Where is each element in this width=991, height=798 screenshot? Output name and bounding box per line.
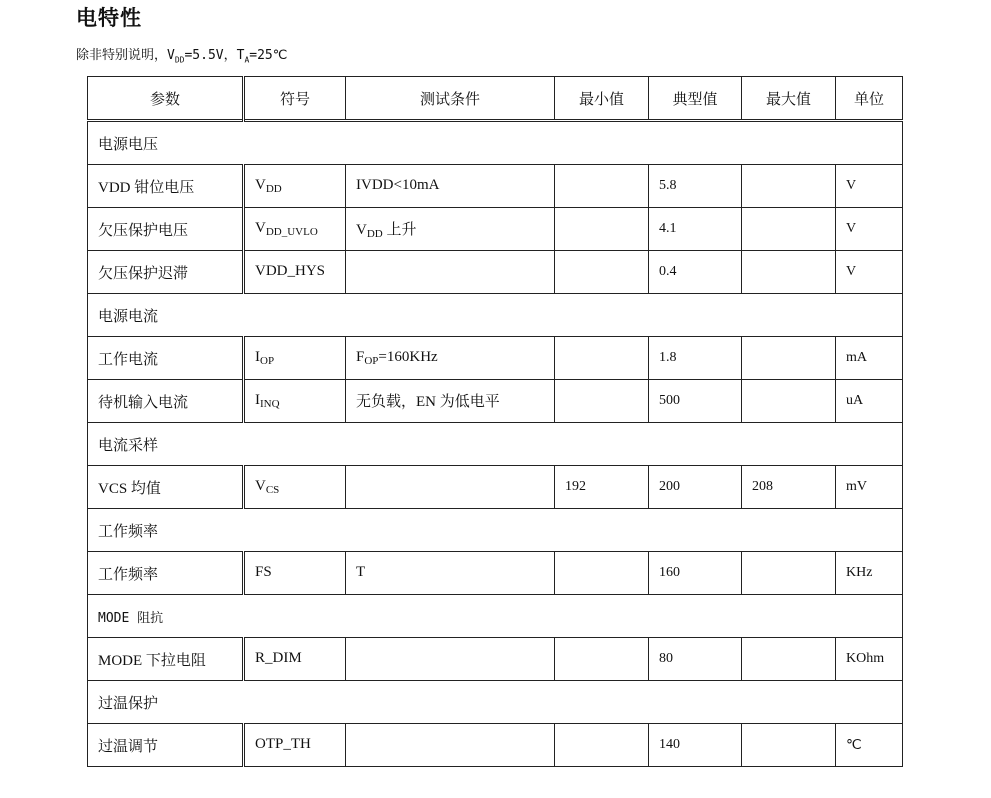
header-unit: 单位 — [836, 77, 903, 121]
min-value-cell — [555, 638, 649, 681]
min-value-cell — [555, 251, 649, 294]
group-label: 电源电压 — [88, 121, 903, 165]
condition-cell — [346, 208, 555, 251]
header-min: 最小值 — [555, 77, 649, 121]
condition-cell — [346, 165, 555, 208]
group-label: 工作频率 — [88, 509, 903, 552]
typ-value-cell: 4.1 — [649, 208, 742, 251]
symbol-subscript: OP — [260, 355, 275, 367]
test-condition-note — [76, 44, 287, 65]
unit-cell: mA — [836, 337, 903, 380]
unit-cell: V — [836, 208, 903, 251]
param-cell: 工作电流 — [88, 337, 244, 380]
max-value-cell — [742, 251, 836, 294]
param-cell: 工作频率 — [88, 552, 244, 595]
unit-cell: ℃ — [836, 724, 903, 767]
min-value-cell — [555, 165, 649, 208]
group-header-row — [88, 423, 903, 466]
condition-subscript: DD — [366, 228, 383, 240]
symbol-cell — [244, 251, 346, 294]
max-value-cell — [742, 337, 836, 380]
condition-cell — [346, 466, 555, 509]
condition-cell — [346, 552, 555, 595]
condition-main: 无负载，EN 为低电平 — [356, 394, 500, 410]
header-symbol: 符号 — [244, 77, 346, 121]
group-header-row — [88, 121, 903, 165]
typ-value-cell: 200 — [649, 466, 742, 509]
condition-main: T — [356, 564, 366, 580]
min-value-cell — [555, 724, 649, 767]
symbol-main: R_DIM — [255, 650, 302, 666]
min-value-cell — [555, 552, 649, 595]
symbol-main: I — [255, 392, 260, 408]
table-row — [88, 380, 903, 423]
group-header-row — [88, 294, 903, 337]
unit-cell: KOhm — [836, 638, 903, 681]
symbol-main: V — [255, 220, 266, 236]
typ-value-cell: 500 — [649, 380, 742, 423]
condition-main: V — [356, 222, 367, 238]
min-value-cell — [555, 380, 649, 423]
condition-subscript: OP — [364, 355, 379, 367]
note-prefix: 除非特别说明，V — [76, 48, 175, 63]
typ-value-cell: 160 — [649, 552, 742, 595]
symbol-cell — [244, 552, 346, 595]
note-ta-value: =25℃ — [249, 48, 288, 63]
symbol-main: VDD_HYS — [255, 263, 326, 279]
symbol-cell — [244, 208, 346, 251]
electrical-characteristics-table — [87, 76, 903, 767]
table-row — [88, 337, 903, 380]
max-value-cell — [742, 208, 836, 251]
typ-value-cell: 0.4 — [649, 251, 742, 294]
typ-value-cell: 140 — [649, 724, 742, 767]
group-header-row — [88, 595, 903, 638]
group-label: 电源电流 — [88, 294, 903, 337]
header-max: 最大值 — [742, 77, 836, 121]
condition-main: IVDD<10mA — [356, 177, 440, 193]
table-row — [88, 466, 903, 509]
note-vdd-value: =5.5V，T — [184, 48, 245, 63]
group-header-row — [88, 509, 903, 552]
symbol-main: I — [255, 349, 260, 365]
condition-rest: =160KHz — [378, 349, 438, 365]
param-cell: 欠压保护电压 — [88, 208, 244, 251]
group-label: MODE 阻抗 — [88, 595, 903, 638]
max-value-cell — [742, 638, 836, 681]
unit-cell: V — [836, 251, 903, 294]
table-row — [88, 251, 903, 294]
group-label: 过温保护 — [88, 681, 903, 724]
param-cell: 过温调节 — [88, 724, 244, 767]
param-cell: MODE 下拉电阻 — [88, 638, 244, 681]
header-typ: 典型值 — [649, 77, 742, 121]
min-value-cell: 192 — [555, 466, 649, 509]
group-label: 电流采样 — [88, 423, 903, 466]
table-row — [88, 552, 903, 595]
symbol-cell — [244, 638, 346, 681]
condition-main: F — [356, 349, 365, 365]
symbol-main: FS — [255, 564, 272, 580]
max-value-cell — [742, 380, 836, 423]
param-cell: 欠压保护迟滞 — [88, 251, 244, 294]
symbol-cell — [244, 165, 346, 208]
header-condition: 测试条件 — [346, 77, 555, 121]
symbol-main: V — [255, 478, 266, 494]
symbol-subscript: INQ — [260, 398, 280, 410]
symbol-cell — [244, 466, 346, 509]
max-value-cell — [742, 724, 836, 767]
max-value-cell — [742, 552, 836, 595]
table-row — [88, 165, 903, 208]
table-header-row — [88, 77, 903, 121]
typ-value-cell: 5.8 — [649, 165, 742, 208]
condition-cell — [346, 337, 555, 380]
unit-cell: uA — [836, 380, 903, 423]
symbol-subscript: DD_UVLO — [265, 226, 318, 238]
condition-rest: 上升 — [382, 222, 417, 238]
min-value-cell — [555, 337, 649, 380]
min-value-cell — [555, 208, 649, 251]
table-row — [88, 638, 903, 681]
max-value-cell: 208 — [742, 466, 836, 509]
note-ta-subscript: A — [244, 55, 250, 65]
group-header-row — [88, 681, 903, 724]
symbol-cell — [244, 337, 346, 380]
section-title: 电特性 — [76, 6, 142, 30]
table-row — [88, 208, 903, 251]
symbol-main: V — [255, 177, 266, 193]
symbol-cell — [244, 724, 346, 767]
table-body — [88, 121, 903, 767]
unit-cell: mV — [836, 466, 903, 509]
note-vdd-subscript: DD — [174, 55, 185, 65]
param-cell: VCS 均值 — [88, 466, 244, 509]
header-param: 参数 — [88, 77, 244, 121]
unit-cell: KHz — [836, 552, 903, 595]
param-cell: 待机输入电流 — [88, 380, 244, 423]
symbol-cell — [244, 380, 346, 423]
symbol-subscript: CS — [265, 484, 280, 496]
param-cell: VDD 钳位电压 — [88, 165, 244, 208]
table-row — [88, 724, 903, 767]
condition-cell — [346, 380, 555, 423]
max-value-cell — [742, 165, 836, 208]
typ-value-cell: 80 — [649, 638, 742, 681]
condition-cell — [346, 638, 555, 681]
symbol-subscript: DD — [265, 183, 282, 195]
condition-cell — [346, 724, 555, 767]
condition-cell — [346, 251, 555, 294]
typ-value-cell: 1.8 — [649, 337, 742, 380]
symbol-main: OTP_TH — [255, 736, 311, 752]
unit-cell: V — [836, 165, 903, 208]
